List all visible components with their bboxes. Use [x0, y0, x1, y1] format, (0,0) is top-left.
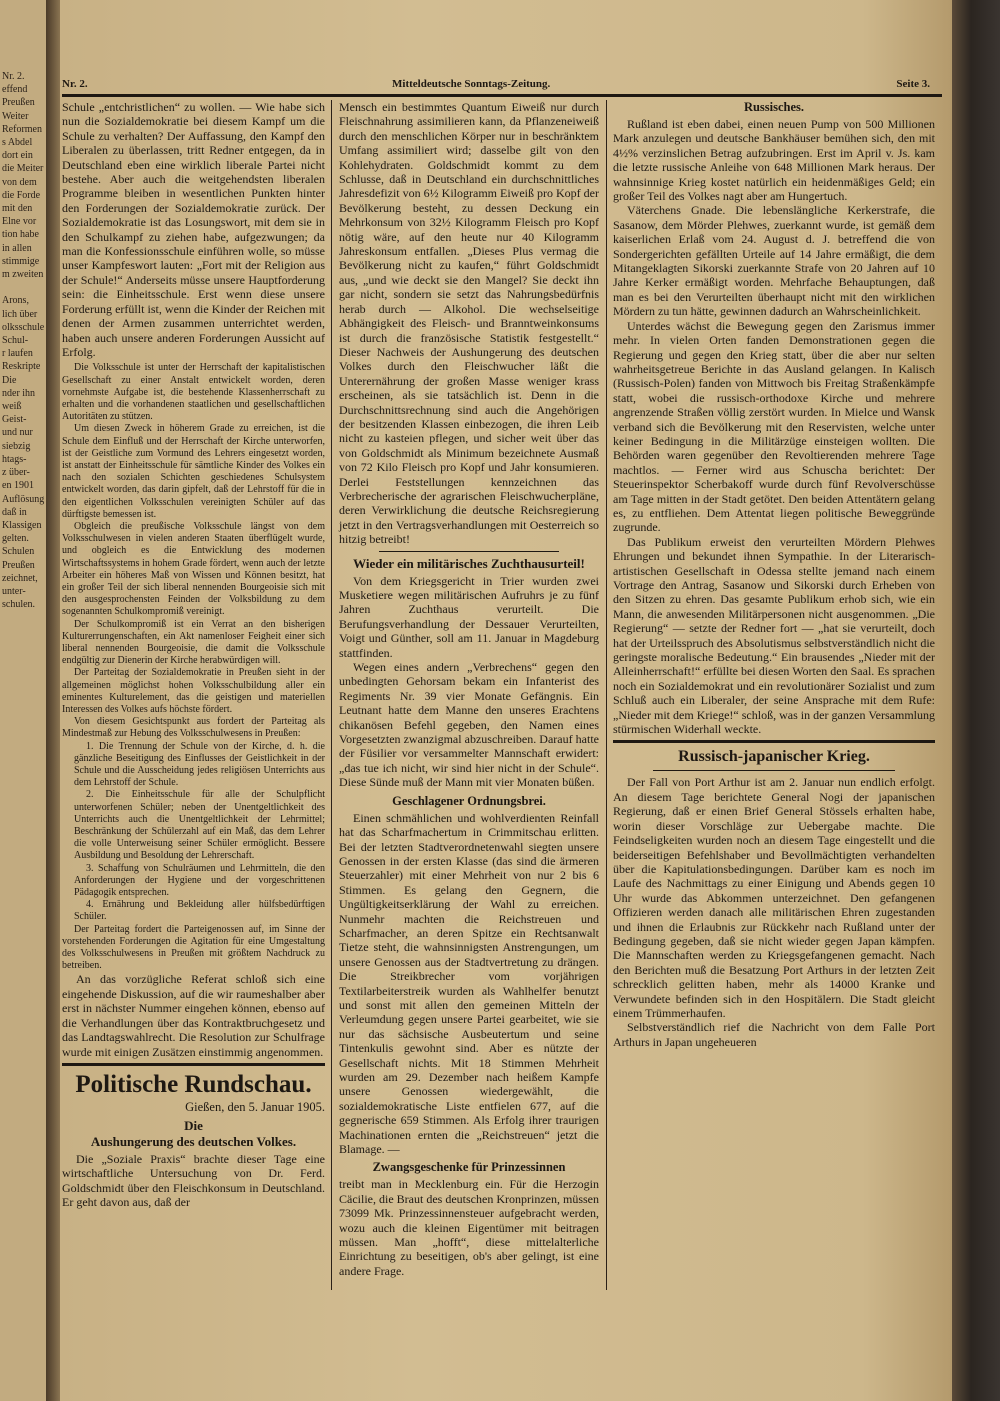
fragment-line: Geist-: [2, 414, 27, 426]
fragment-line: Nr. 2.: [2, 71, 25, 82]
school-article-text: Schule „entchristlichen“ zu wollen. — Wie habe sich nun die Sozialdemokratie bei diesem Kampf um die Schule zu verhalten? Der Auffassung, den Kampf den Liberalen zu überlassen, tritt Redner entgegen, da in Deutschland eben eine wirklich liberale Partei nicht bestehe. Aber auch die weitgehendsten liberalen Programme bleiben in wesentlichen Punkten hinter den Forderungen der Sozialdemokratie zurück. Der Sozialdemokratie ist das Losungswort, mit dem sie in den Schulkampf zu ziehen habe, aufgezwungen; da man die Konfessionsschule einführen wolle, so müsse unser Kampfeswort lauten: „Fort mit der Religion aus der Schule!“ Anderseits müsse unsere Hauptforderung sein: die Einheitsschule. Erst wenn diese unsere Forderung erfüllt ist, wenn die Kinder der Reichen mit denen der Armen zusammen unterrichtet werden, haben auch unsere anderen Forderungen Aussicht auf Erfolg.: [62, 100, 325, 359]
fragment-line: olksschule: [2, 321, 45, 333]
page-number: Seite 3.: [896, 78, 930, 90]
fragment-line: Reformen: [2, 123, 42, 135]
section-rule: [613, 740, 935, 743]
divider: [653, 770, 895, 771]
fragment-line: in allen: [2, 242, 32, 254]
fragment-line: daß in: [2, 506, 27, 518]
demand-item: 2. Die Einheitsschule für alle der Schulpflicht unterworfenen Schüler; neben der Unentgeltlichkeit des Unterrichts auch die Unentgeltlichkeit der Lehrmittel; Beschränkung der Schülerzahl auf ein Maß, das dem Lehrer die volle Unterweisung seiner Schüler ermöglicht. Bessere Ausbildung und Besoldung der Lehrerschaft.: [74, 789, 325, 862]
divider: [379, 551, 559, 552]
fragment-line: z über-: [2, 467, 30, 479]
fragment-line: Weiter: [2, 110, 29, 122]
article-text: Wegen eines andern „Verbrechens“ gegen den unbedingten Gehorsam bekam ein Infanterist des Regiments Nr. 39 vier Monate Gefängnis. Ein Leutnant hatte dem Manne den unseres Erachtens chikanösen Befehl gegeben, den Namen eines Vorgesetzten zwanzigmal abzuschreiben. Darauf hatte der Füsilier vor versammelter Mannschaft erwidert: „das tue ich nicht, wir sind hier nicht in der Schule“. Diese Sünde muß der Mann mit vier Monaten büßen.: [339, 660, 599, 790]
resolution-paragraph: Obgleich die preußische Volksschule längst von dem Volksschulwesen in vielen anderen Staaten überflügelt wurde, und obgleich es die Entwicklung des modernen Wirtschaftssystems in hohem Grade fördert, wenn auch der letzte Arbeiter ein höheres Maß von Wissen und Können besitzt, hat ein großer Teil der sich liberal nennenden Bourgeoisie sich mit den ausgesprochensten Feinden der Volksbildung zu dem sogenannten Schulkompromiß vereinigt.: [62, 520, 325, 618]
article-text: Einen schmählichen und wohlverdienten Reinfall hat das Scharfmachertum in Crimmitschau erlitten. Bei der letzten Stadtverordnetenwahl siegten unsere Genossen in der ersten Klasse (das sind die ärmeren Steuerzahler) mit einer Mehrheit von nur 2 bis 6 Stimmen. Es gelang den Gegnern, die Ungültigkeitserklärung der Wahl zu erreichen. Nunmehr machten die Reichstreuen und Scharfmacher, an deren Spitze ein Rechtsanwalt Tietze steht, die wahnsinnigsten Anstrengungen, um unsere Genossen aus der Stadtvertretung zu drängen. Die Streikbrecher vom vorjährigen Textilarbeiterstreik wurden als Wahlhelfer benutzt und sonst mit allen den gemeinen Mitteln der Verleumdung gegen unsere Partei gearbeitet, wie sie nur das sächsische Ausbeutertum und seine Tintenkulis gewohnt sind. Aber es nützte der Gesellschaft nichts. Mit 18 Stimmen Mehrheit wurden am 29. Dezember nach heißem Kampfe unsere Genossen wiedergewählt, die sozialdemokratische Liste entfielen 677, auf die gegnerische 659 Stimmen. Als Erfolg ihrer traurigen Machinationen ernten die „Reichstreuen“ jetzt die Blamage. —: [339, 810, 599, 1157]
fragment-line: Schul-: [2, 335, 29, 347]
dateline: Gießen, den 5. Januar 1905.: [185, 1099, 325, 1114]
article-title: Die: [184, 1117, 203, 1133]
article-text: Die „Soziale Praxis“ brachte dieser Tage eine wirtschaftliche Untersuchung von Dr. Ferd. Goldschmidt über den Fleischkonsum in Deutschland. Er geht davon aus, daß der: [62, 1151, 325, 1210]
fragment-line: stimmige: [2, 255, 40, 267]
fragment-line: unter-: [2, 585, 26, 597]
previous-page-edge: [0, 0, 46, 1401]
demand-item: 3. Schaffung von Schulräumen und Lehrmitteln, die den Anforderungen der Hygiene und der vorgeschrittenen Pädagogik entsprechen.: [74, 862, 325, 899]
resolution-paragraph: Der Parteitag fordert die Parteigenossen auf, im Sinne der vorstehenden Forderungen die Agitation für eine Umgestaltung des Volksschulwesens in Preußen mit größtem Nachdruck zu betreiben.: [62, 923, 325, 972]
issue-number: Nr. 2.: [62, 78, 88, 90]
column-2: [339, 100, 599, 1278]
fragment-line: von dem: [2, 176, 37, 188]
column-3: [613, 100, 935, 1049]
fragment-line: [2, 281, 46, 294]
article-text: Selbstverständlich rief die Nachricht von dem Falle Port Arthurs in Japan ungeheueren: [613, 1020, 935, 1049]
article-title: Wieder ein militärisches Zuchthausurteil!: [353, 555, 585, 571]
fragment-line: Preußen: [2, 559, 35, 571]
column-rule: [331, 100, 332, 1290]
page-gutter: [46, 0, 60, 1401]
article-text: Mensch ein bestimmtes Quantum Eiweiß nur durch Fleischnahrung assimilieren kann, da Pflanzeneiweiß durch den menschlichen Körper nur in beschränktem Umfang assimiliert wird; dasselbe gilt von den Kohlehydraten. Goldschmidt kommt zu dem Schlusse, daß in Deutschland ein durchschnittliches Jahresdefizit von 6½ Kilogramm Eiweiß pro Kopf der Bevölkerung besteht, zu dessen Deckung ein Mehrkonsum von 32½ Kilogramm Fleisch pro Kopf nötig wäre, auf den heute nur 40 Kilogramm Jahreskonsum entfallen. „Dieses Plus vermag die Bevölkerung nicht zu kaufen,“ führt Goldschmidt aus, „und wie deckt sie den Mangel? Sie deckt ihn gar nicht, sondern sie setzt das Nahrungsbedürfnis herab durch — Alkohol. Die wechselseitige Abhängigkeit des Fleisch- und Branntweinkonsums ist durch die französische Statistik festgestellt.“ Dieser Nachweis der Aushungerung des deutschen Volkes durch den Fleischwucher läßt die Unterernährung der großen Masse weniger krass erscheinen, als sie tatsächlich ist. Denn in die Durchschnittsrechnung sind auch die Angehörigen der besitzenden Klassen einbezogen, die ihren Leib nicht zu kasteien pflegen, und sicher weit über das von Goldschmidt als Minimum bezeichnete Ausmaß von 72 Kilo Fleisch pro Kopf und Jahr konsumieren. Derlei Feststellungen kennzeichnen das Verbrecherische der agrarischen Fleischwucherpläne, deren Verwirklichung die deutsche Reichsregierung jetzt in den Vertragsverhandlungen mit Oesterreich so hitzig betreibt!: [339, 100, 599, 547]
resolution-paragraph: Um diesen Zweck in höherem Grade zu erreichen, ist die Schule dem Einfluß und der Herrschaft der Kirche unterworfen, ist der Geistliche zum Vormund des Lehrers eingesetzt worden, ist anstatt der Einheitsschule für sämtliche Kinder des Volkes ein nach den sozialen Schichten geschiedenes Schulsystem entwickelt worden, das darin gipfelt, daß der Lehrstoff für die in den eigentlichen Volksschulen vereinigten Schüler auf das dürftigste bemessen ist.: [62, 423, 325, 520]
resolution-paragraph: Von diesem Gesichtspunkt aus fordert der Parteitag als Mindestmaß zur Hebung des Volksschulwesens in Preußen:: [62, 716, 325, 740]
fragment-line: die Forde: [2, 189, 41, 201]
article-text: Der Fall von Port Arthur ist am 2. Januar nun endlich erfolgt. An diesem Tage berichtete General Nogi der japanischen Regierung, daß er einen Brief General Stössels erhalten habe, worin dieser Vorschläge zur Uebergabe machte. Die Feindseligkeiten wurden noch an diesem Tage eingestellt und die beiderseitigen Befehlshaber und Bevollmächtigten verhandelten über die Kapitulationsbedingungen. Darüber kam es noch im Laufe des Nachmittags zu einer Einigung und Abends gegen 10 Uhr wurde das Abkommen unterzeichnet. Den gefangenen Offizieren werden danach alle militärischen Ehren zugestanden und ihnen die Erlaubnis zur Rückkehr nach Rußland unter der Bedingung gegeben, daß sie nicht wieder gegen Japan kämpfen. Die Mannschaften werden zu Kriegsgefangenen gemacht. Nach den Berichten muß die Besatzung Port Arthurs in der letzten Zeit schrecklich gelitten haben, mehr als 14000 Kranke und Verwundete befinden sich in den Hospitälern. Die Stadt gleicht einem Trümmerhaufen.: [613, 775, 935, 1020]
fragment-line: weiß: [2, 401, 22, 413]
page-header: [62, 78, 942, 94]
book-binding: [952, 0, 1000, 1401]
fragment-line: Preußen: [2, 97, 35, 109]
demand-item: 4. Ernährung und Bekleidung aller hülfsbedürftigen Schüler.: [74, 899, 325, 923]
article-title: Geschlagener Ordnungsbrei.: [392, 793, 546, 808]
fragment-line: s Abdel: [2, 137, 33, 149]
fragment-line: nder ihn: [2, 387, 36, 399]
section-rule: [62, 1063, 325, 1066]
resolution-paragraph: Der Schulkompromiß ist ein Verrat an den bisherigen Kulturerrungenschaften, ein Akt namenloser Feigheit einer sich liberal nennenden Bourgeoisie, die damit die Volksschule endgültig zur Dienerin der Kirche herabwürdigen will.: [62, 618, 325, 667]
fragment-line: r laufen: [2, 348, 33, 360]
article-text: treibt man in Mecklenburg ein. Für die Herzogin Cäcilie, die Braut des deutschen Kronprinzen, müssen 73099 Mk. Prinzessinnensteuer aufgebracht werden, wozu auch die kleinen Eigentümer mit beitragen müssen. Man „hofft“, diese mittelalterliche Einrichtung zu beseitigen, ob's aber gelingt, ist eine andere Frage.: [339, 1177, 599, 1278]
fragment-line: schulen.: [2, 599, 36, 611]
fragment-line: effend: [2, 84, 28, 96]
newspaper-page: [60, 0, 952, 1401]
fragment-line: lich über: [2, 308, 38, 320]
closing-paragraph: An das vorzügliche Referat schloß sich eine eingehende Diskussion, auf die wir raumeshalber aber erst in nächster Nummer eingehen können, ebenso auf die Verhandlungen über das Kontraktbruchgesetz und das Landtagswahlrecht. Die Resolution zur Schulfrage wurde mit einigen Zusätzen einstimmig angenommen.: [62, 972, 325, 1059]
resolution-paragraph: Der Parteitag der Sozialdemokratie in Preußen sieht in der allgemeinen möglichst hohen Volksschulbildung aller ein eminentes Kulturelement, das die geistigen und materiellen Interessen des Volkes aufs höchste fördert.: [62, 667, 325, 715]
fragment-line: und nur: [2, 427, 33, 439]
article-text: Väterchens Gnade. Die lebenslängliche Kerkerstrafe, die Sasanow, dem Mörder Plehwes, zuerkannt wurde, ist gemäß dem kaiserlichen Erlaß vom 24. August d. J. betreffend die von Sondergerichten gefällten Urteile auf 14 Jahre ermäßigt, die dem Mitangeklagten Sikorski zuerkannte Strafe von 20 Jahren auf 10 Jahre Kerker ermäßigt worden. Mehrfache Behauptungen, daß man es bei den Verurteilten überhaupt nicht mit den wirklichen Mördern zu tun hätte, gewinnen dadurch an Wahrscheinlichkeit.: [613, 203, 935, 319]
fragment-line: Die: [2, 374, 17, 386]
fragment-line: Auflösung: [2, 493, 45, 505]
fragment-line: Klassigen: [2, 519, 42, 531]
article-text: Das Publikum erweist den verurteilten Mördern Plehwes Ehrungen und bekundet ihnen Sympathie. In der Literarisch-artistischen Gesellschaft in Odessa stellte jemand nach einem Vortrage den Antrag, Sasanow und Sikorski durch Erheben von den Sitzen zu ehren. Das gesamte Publikum erhob sich, wie ein Mann, die anwesenden Militärpersonen nicht ausgenommen. „Die Regierung“ — setzte der Redner fort — „hat sie verurteilt, doch hat der Urteilsspruch des Absolutismus selbstverständlich nicht die geringste moralische Bedeutung.“ Ein brausendes „Nieder mit der Alleinherrschaft!“ erfüllte bei diesen Worten den Saal. Es sprachen noch ein Sozialdemokrat und ein revolutionärer Sozialist und zum Schluß auch ein Liberaler, der seine Ansprache mit dem Rufe: „Nieder mit dem Kriege!“ schloß, was in der ganzen Versammlung stürmischen Widerhall weckte.: [613, 534, 935, 737]
article-title: Aushungerung des deutschen Volkes.: [90, 1133, 297, 1149]
fragment-line: mit den: [2, 203, 33, 215]
section-title: Russisch-japanischer Krieg.: [678, 748, 870, 766]
article-text: Rußland ist eben dabei, einen neuen Pump von 500 Millionen Mark anzulegen und deutsche Bankhäuser bemühen sich, den mit 4½% verzinslichen Betrag aufzubringen. Erst im April v. Js. kam die letzte russische Anleihe von 648 Millionen Mark heraus. Der wahnsinnige Krieg kostet natürlich ein heidenmäßiges Geld; ein großer Teil des Volkes nagt aber am Hungertuch.: [613, 117, 935, 204]
fragment-line: dort ein: [2, 150, 33, 162]
fragment-line: Reskripte: [2, 361, 41, 373]
header-rule: [62, 94, 942, 97]
fragment-line: gelten.: [2, 533, 29, 545]
fragment-line: siebzig: [2, 440, 31, 452]
fragment-line: zeichnet,: [2, 572, 38, 584]
fragment-line: en 1901: [2, 480, 34, 492]
fragment-line: Elne vor: [2, 216, 37, 228]
article-text: Von dem Kriegsgericht in Trier wurden zwei Musketiere wegen militärischen Aufruhrs je zu fünf Jahren Zuchthaus verurteilt. Die Berufungsverhandlung der Dessauer Verurteilten, Voigt und Günther, soll am 11. Januar in Magdeburg stattfinden.: [339, 573, 599, 660]
fragment-line: die Meiter: [2, 163, 44, 175]
column-rule: [606, 100, 607, 1290]
fragment-line: m zweiten: [2, 269, 44, 281]
resolution-paragraph: Die Volksschule ist unter der Herrschaft der kapitalistischen Gesellschaft zu einer Anstalt entwickelt worden, deren vornehmste Aufgabe ist, die bestehende Klassenherrschaft zu erhalten und die vorhandenen staatlichen und gesellschaftlichen Autoritäten zu stützen.: [62, 362, 325, 423]
fragment-line: Arons,: [2, 295, 29, 307]
fragment-line: htags-: [2, 453, 27, 465]
fragment-line: tion habe: [2, 229, 39, 241]
fragment-line: Schulen: [2, 546, 35, 558]
section-title: Politische Rundschau.: [75, 1070, 312, 1098]
article-text: Unterdes wächst die Bewegung gegen den Zarismus immer mehr. In vielen Orten fanden Demonstrationen gegen die Regierung und gegen den Krieg statt, über die aber nur selten wahrheitsgetreue Berichte in das Ausland gelangen. In Kalisch (Russisch-Polen) fanden von Mittwoch bis Freitag Straßenkämpfe statt, wobei die russisch-orthodoxe Kirche und mehrere angrenzende Straßen völlig zerstört wurden. In Mielce und Wansk verband sich die Bevölkerung mit den Reservisten, welche unter keiner Bedingung in die Militärzüge einsteigen wollten. Die Behörden waren gegenüber den Revoltierenden mehrere Tage machtlos. — Ferner wird aus Schuscha berichtet: Der Steuerinspektor Scherbakoff wurde durch fünf Revolverschüsse am Tage mitten in der Stadt getötet. Den beiden Attentätern gelang es, zu entfliehen. Dem Attentat liegen politische Beweggründe zugrunde.: [613, 318, 935, 535]
demand-item: 1. Die Trennung der Schule von der Kirche, d. h. die gänzliche Beseitigung des Einflusses der Geistlichkeit in der Schule und die Ausscheidung jedes religiösen Unterrichts aus dem Lehrstoff der Schule.: [74, 740, 325, 789]
column-1: [62, 100, 325, 1210]
resolution-block: [62, 362, 325, 972]
article-title: Russisches.: [743, 100, 805, 114]
newspaper-title: Mitteldeutsche Sonntags-Zeitung.: [392, 78, 551, 90]
article-title: Zwangsgeschenke für Prinzessinnen: [372, 1160, 566, 1175]
